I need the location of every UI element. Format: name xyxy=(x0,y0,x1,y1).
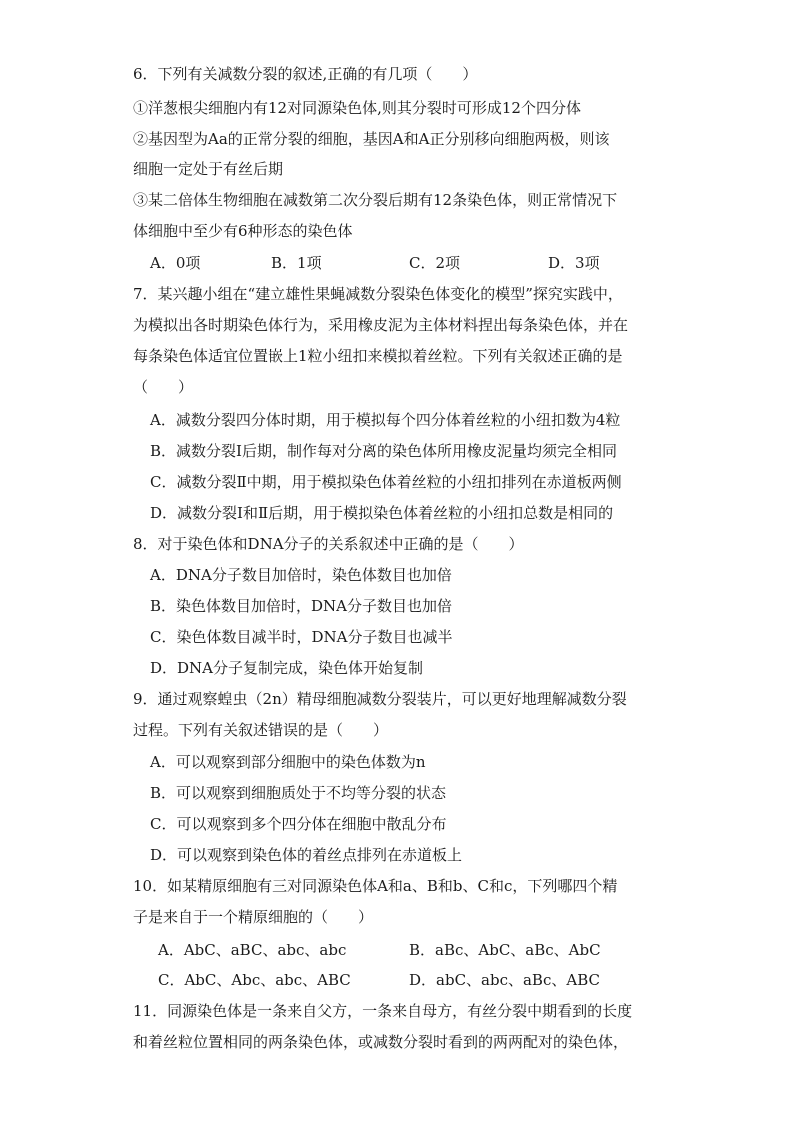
question-8-stem: 8．对于染色体和DNA分子的关系叙述中正确的是（ ） xyxy=(133,535,524,553)
question-10-option-c: C．AbC、Abc、abc、ABC xyxy=(158,971,351,989)
question-11-stem: 11．同源染色体是一条来自父方，一条来自母方，有丝分裂中期看到的长度 xyxy=(133,1002,633,1020)
question-7-stem: 7．某兴趣小组在“建立雄性果蝇减数分裂染色体变化的模型”探究实践中， xyxy=(133,285,623,303)
question-9-option-a: A．可以观察到部分细胞中的染色体数为n xyxy=(150,753,426,771)
question-7-option-d: D．减数分裂Ⅰ和Ⅱ后期，用于模拟染色体着丝粒的小纽扣总数是相同的 xyxy=(150,504,614,522)
question-11-stem-line-2: 和着丝粒位置相同的两条染色体，或减数分裂时看到的两两配对的染色体， xyxy=(133,1033,629,1051)
question-6-statement-2-cont: 细胞一定处于有丝后期 xyxy=(133,160,284,178)
question-8-option-d: D．DNA分子复制完成，染色体开始复制 xyxy=(150,659,424,677)
question-9-option-c: C．可以观察到多个四分体在细胞中散乱分布 xyxy=(150,815,447,833)
question-7-option-c: C．减数分裂Ⅱ中期，用于模拟染色体着丝粒的小纽扣排列在赤道板两侧 xyxy=(150,473,622,491)
question-9-option-b: B．可以观察到细胞质处于不均等分裂的状态 xyxy=(150,784,447,802)
question-10-option-a: A．AbC、aBC、abc、abc xyxy=(158,941,347,959)
question-7-stem-line-4: （ ） xyxy=(133,378,194,396)
question-10-option-b: B．aBc、AbC、aBc、AbC xyxy=(409,941,601,959)
question-6-statement-1: ①洋葱根尖细胞内有12对同源染色体,则其分裂时可形成12个四分体 xyxy=(133,99,581,117)
question-10-stem: 10．如某精原细胞有三对同源染色体A和a、B和b、C和c，下列哪四个精 xyxy=(133,877,618,895)
question-8-option-c: C．染色体数目减半时，DNA分子数目也减半 xyxy=(150,628,453,646)
question-6-statement-3-cont: 体细胞中至少有6种形态的染色体 xyxy=(133,222,353,240)
question-6-stem: 6．下列有关减数分裂的叙述,正确的有几项（ ） xyxy=(133,65,478,83)
question-6-option-d: D．3项 xyxy=(548,254,600,272)
question-6-option-c: C．2项 xyxy=(409,254,461,272)
question-7-stem-line-3: 每条染色体适宜位置嵌上1粒小纽扣来模拟着丝粒。下列有关叙述正确的是 xyxy=(133,347,623,365)
question-6-statement-2: ②基因型为Aa的正常分裂的细胞，基因A和A正分别移向细胞两极，则该 xyxy=(133,130,610,148)
question-10-option-d: D．abC、abc、aBc、ABC xyxy=(409,971,600,989)
question-7-option-a: A．减数分裂四分体时期，用于模拟每个四分体着丝粒的小纽扣数为4粒 xyxy=(150,411,621,429)
question-9-option-d: D．可以观察到染色体的着丝点排列在赤道板上 xyxy=(150,846,463,864)
question-8-option-b: B．染色体数目加倍时，DNA分子数目也加倍 xyxy=(150,597,453,615)
question-6-statement-3: ③某二倍体生物细胞在减数第二次分裂后期有12条染色体，则正常情况下 xyxy=(133,191,618,209)
question-6-option-b: B．1项 xyxy=(271,254,322,272)
question-9-stem-line-2: 过程。下列有关叙述错误的是（ ） xyxy=(133,721,389,739)
question-10-stem-line-2: 子是来自于一个精原细胞的（ ） xyxy=(133,908,374,926)
question-6-option-a: A．0项 xyxy=(150,254,201,272)
question-7-option-b: B．减数分裂Ⅰ后期，制作每对分离的染色体所用橡皮泥量均须完全相同 xyxy=(150,442,617,460)
question-9-stem: 9．通过观察蝗虫（2n）精母细胞减数分裂装片，可以更好地理解减数分裂 xyxy=(133,690,627,708)
question-8-option-a: A．DNA分子数目加倍时，染色体数目也加倍 xyxy=(150,566,452,584)
question-7-stem-line-2: 为模拟出各时期染色体行为，采用橡皮泥为主体材料捏出每条染色体，并在 xyxy=(133,316,629,334)
